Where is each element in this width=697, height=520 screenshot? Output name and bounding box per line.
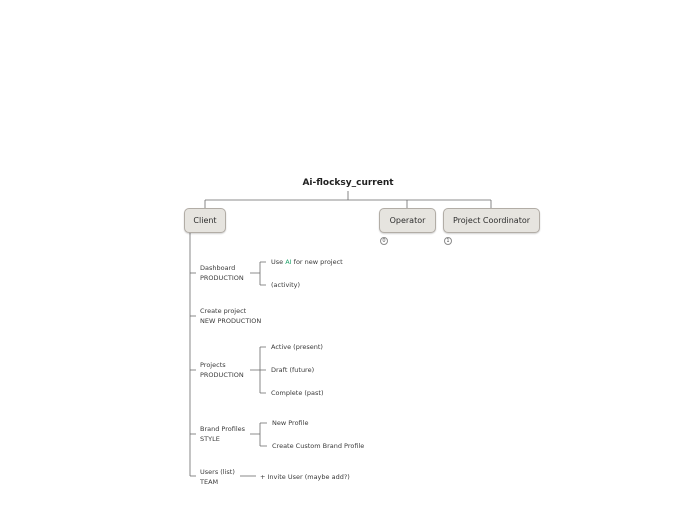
branch-label: Brand Profiles: [200, 425, 246, 433]
leaf-custom-brand-profile[interactable]: Create Custom Brand Profile: [272, 442, 365, 450]
leaf-draft[interactable]: Draft (future): [271, 366, 315, 374]
topic-client[interactable]: Client: [184, 208, 226, 233]
branch-brand-profiles[interactable]: [200, 425, 245, 444]
branch-dashboard[interactable]: [200, 264, 244, 283]
branch-sublabel: TEAM: [200, 477, 219, 486]
branch-sublabel: PRODUCTION: [200, 273, 244, 282]
leaf-invite-user[interactable]: + Invite User (maybe add?): [260, 473, 350, 481]
branch-projects[interactable]: [200, 361, 244, 380]
dashboard-children-connector: [250, 262, 266, 285]
ai-highlight: AI: [285, 258, 292, 266]
leaf-complete[interactable]: Complete (past): [271, 389, 324, 397]
topic-operator[interactable]: Operator: [379, 208, 436, 233]
leaf-text: for new project: [291, 258, 343, 266]
leaf-active[interactable]: Active (present): [271, 343, 323, 351]
branch-users[interactable]: [200, 468, 235, 487]
leaf-activity[interactable]: (activity): [271, 281, 301, 289]
topic-project-coordinator[interactable]: Project Coordinator: [443, 208, 540, 233]
branch-label: Create project: [200, 307, 247, 315]
root-topic[interactable]: Ai-flocksy_current: [302, 178, 394, 188]
leaf-text: Use: [271, 258, 286, 266]
root-connector: [205, 191, 491, 208]
branch-create-project[interactable]: [200, 307, 261, 326]
branch-sublabel: PRODUCTION: [200, 370, 244, 379]
leaf-use-ai[interactable]: [271, 258, 343, 268]
branch-sublabel: STYLE: [200, 434, 220, 443]
branch-label: Dashboard: [200, 264, 236, 272]
collapsed-count-badge[interactable]: 1: [444, 237, 452, 245]
collapsed-count-badge[interactable]: 0: [380, 237, 388, 245]
branch-sublabel: NEW PRODUCTION: [200, 316, 262, 325]
branch-label: Projects: [200, 361, 226, 369]
branch-label: Users (list): [200, 468, 235, 476]
projects-children-connector: [250, 347, 266, 393]
leaf-new-profile[interactable]: New Profile: [272, 419, 309, 427]
brand-children-connector: [250, 423, 267, 446]
